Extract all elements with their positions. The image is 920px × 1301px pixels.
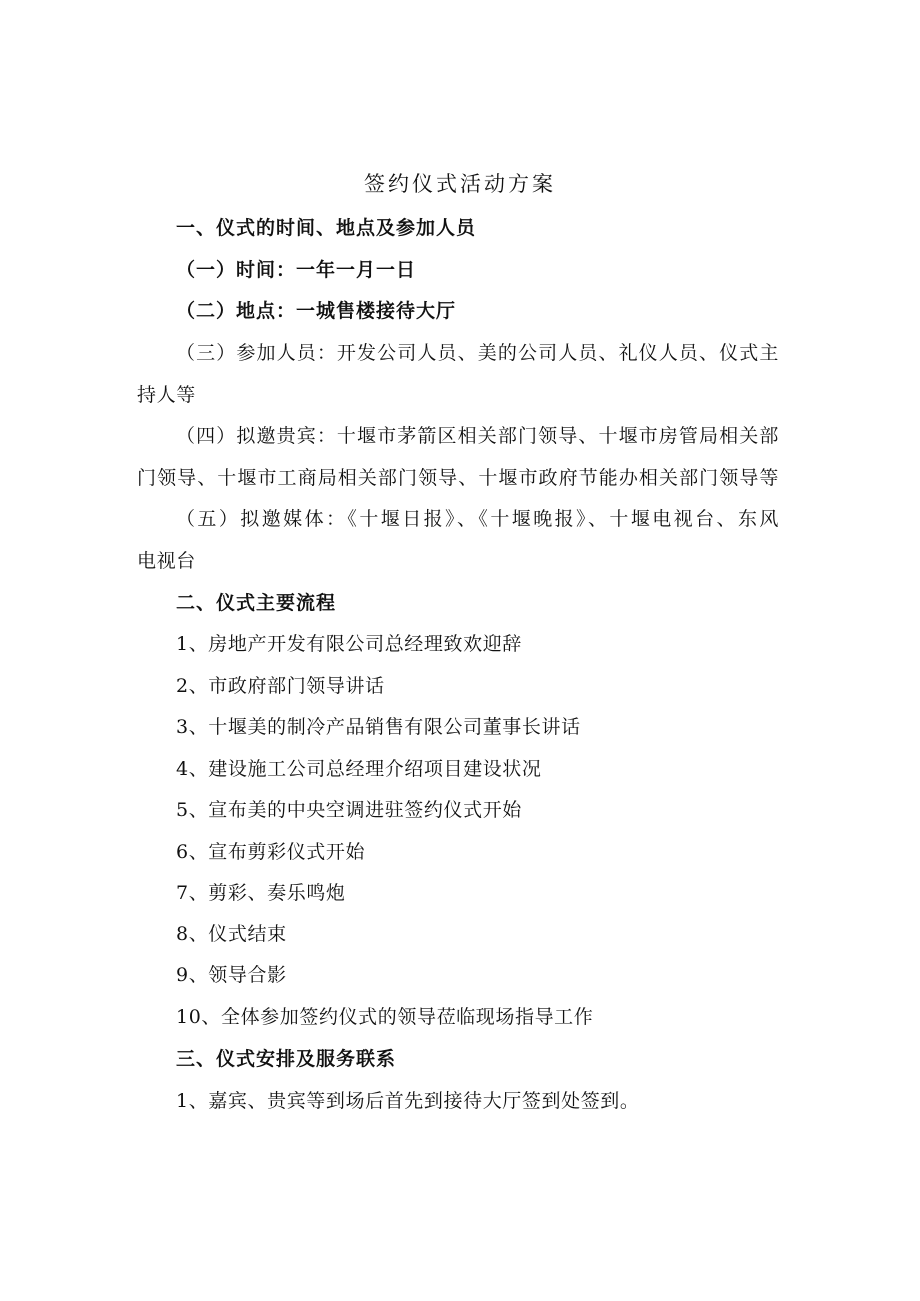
document-title: 签约仪式活动方案: [364, 172, 556, 196]
section3-heading: 三、仪式安排及服务联系: [176, 1048, 397, 1070]
attendees-line2: 持人等: [137, 384, 196, 406]
section1-heading: 一、仪式的时间、地点及参加人员: [176, 217, 477, 239]
place-item: （二）地点：一城售楼接待大厅: [176, 300, 457, 322]
media-line2: 电视台: [137, 550, 196, 572]
flow-step-7: 7、剪彩、奏乐鸣炮: [176, 882, 346, 904]
flow-step-3: 3、十堰美的制冷产品销售有限公司董事长讲话: [176, 716, 581, 738]
flow-step-5: 5、宣布美的中央空调进驻签约仪式开始: [176, 799, 522, 821]
guests-line1: （四）拟邀贵宾：十堰市茅箭区相关部门领导、十堰市房管局相关部: [176, 425, 779, 447]
flow-step-8: 8、仪式结束: [176, 923, 287, 945]
flow-step-1: 1、房地产开发有限公司总经理致欢迎辞: [176, 633, 522, 655]
time-item: （一）时间：一年一月一日: [176, 259, 417, 281]
flow-step-4: 4、建设施工公司总经理介绍项目建设状况: [176, 758, 542, 780]
flow-step-9: 9、领导合影: [176, 964, 287, 986]
guests-line2: 门领导、十堰市工商局相关部门领导、十堰市政府节能办相关部门领导等: [137, 467, 779, 489]
flow-step-10: 10、全体参加签约仪式的领导莅临现场指导工作: [176, 1006, 594, 1028]
arrangement-item-1: 1、嘉宾、贵宾等到场后首先到接待大厅签到处签到。: [176, 1090, 640, 1112]
flow-step-2: 2、市政府部门领导讲话: [176, 675, 385, 697]
media-line1: （五）拟邀媒体：《十堰日报》、《十堰晚报》、十堰电视台、东风: [176, 508, 779, 530]
attendees-line1: （三）参加人员：开发公司人员、美的公司人员、礼仪人员、仪式主: [176, 342, 779, 364]
flow-step-6: 6、宣布剪彩仪式开始: [176, 841, 366, 863]
section2-heading: 二、仪式主要流程: [176, 592, 337, 614]
